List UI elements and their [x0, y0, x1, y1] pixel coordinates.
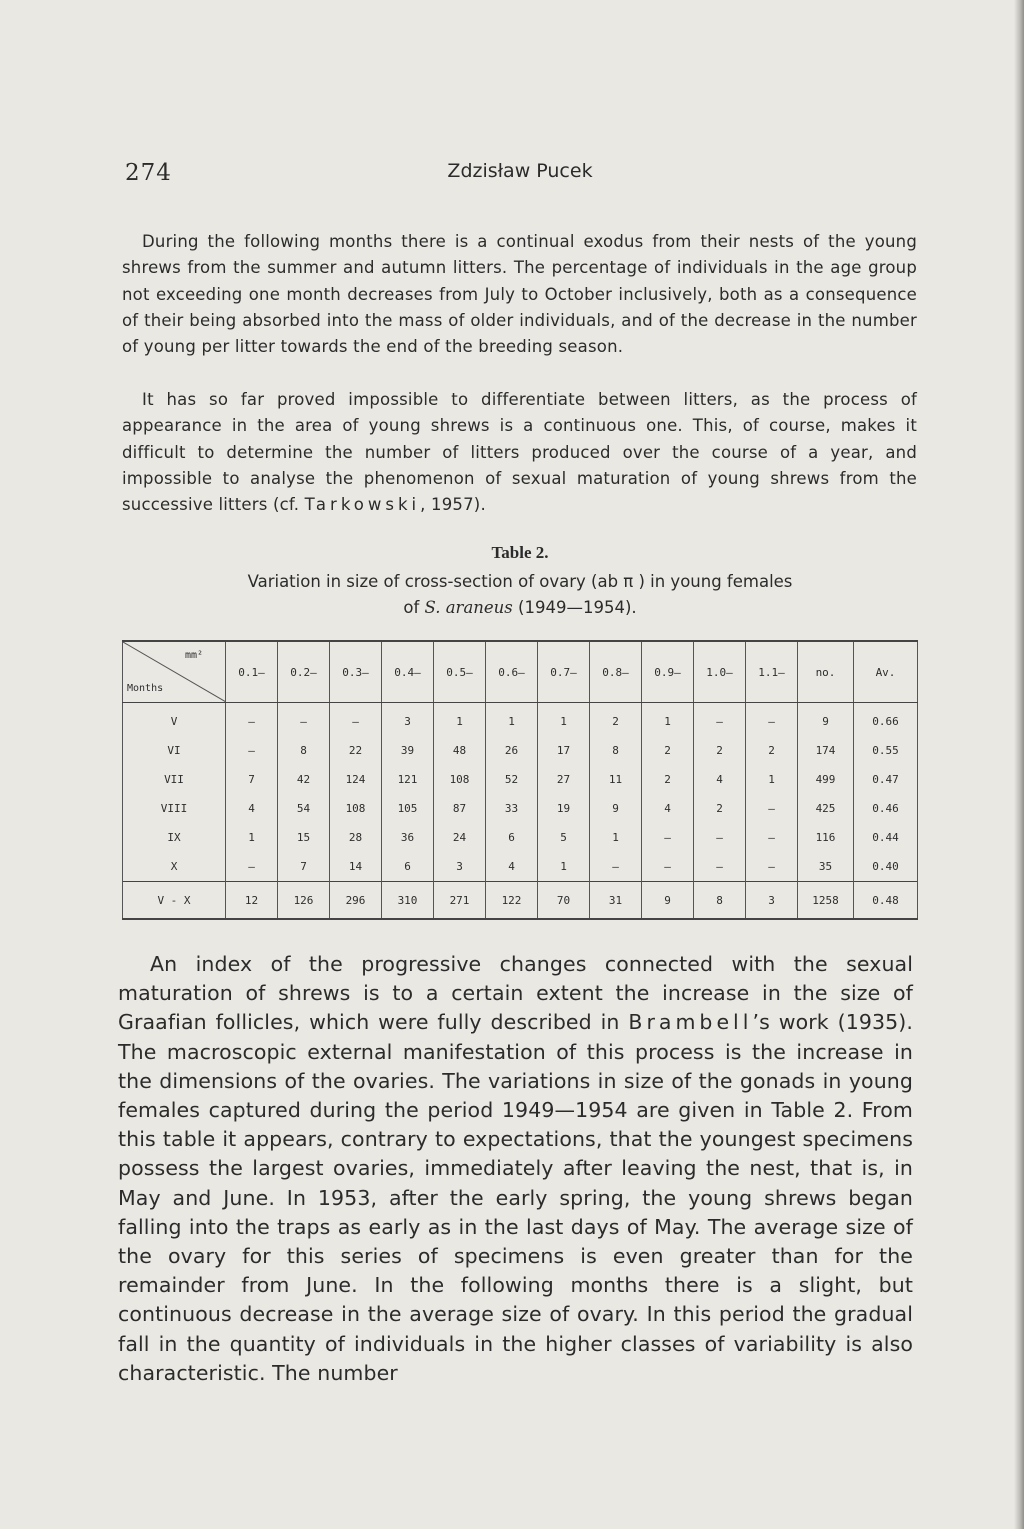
table-cell: 116 — [798, 823, 854, 852]
table-cell: 8 — [590, 736, 642, 765]
table-row — [123, 703, 918, 737]
table-cell: 1 — [642, 703, 694, 737]
column-header: 1.1– — [746, 641, 798, 703]
month-cell: VII — [123, 765, 226, 794]
corner-months-label: Months — [127, 683, 164, 694]
table-cell: 12 — [226, 882, 278, 920]
column-header: no. — [798, 641, 854, 703]
table-cell: 0.46 — [854, 794, 918, 823]
table-cell: 24 — [434, 823, 486, 852]
main-text — [118, 950, 913, 1388]
table-cell: 2 — [694, 794, 746, 823]
intro-text: During the following months there is a continual exodus from their nests of the young shrews from the summer and autumn litters. The percentage of individuals in the age group not exceeding one month decreases from July to October inclusively, both as a consequence of their being absorbed into the mass of older individuals, and of the decrease in the number of young per litter towards the end of the breeding season. — [122, 232, 917, 357]
table-cell: 9 — [590, 794, 642, 823]
intro-paragraph — [122, 229, 917, 360]
table-cell: 54 — [278, 794, 330, 823]
litters-text — [122, 387, 917, 518]
table-cell: 0.40 — [854, 852, 918, 882]
table-cell: 48 — [434, 736, 486, 765]
table-cell: 1 — [538, 852, 590, 882]
table-cell: 3 — [746, 882, 798, 920]
table-cell: 39 — [382, 736, 434, 765]
table-cell: 174 — [798, 736, 854, 765]
table-cell: 4 — [642, 794, 694, 823]
table-cell: 6 — [486, 823, 538, 852]
table-cell: 42 — [278, 765, 330, 794]
table-total — [123, 882, 918, 920]
table-cell: 22 — [330, 736, 382, 765]
month-cell: V - X — [123, 882, 226, 920]
litters-text-start: It has so far proved impossible to differentiate between litters, as the process of appearance in the area of young shrews is a continuous one. This, of course, makes it difficult to determine the number of litters produced over the course of a year, and impossible to analyse the phenomenon of sexual maturation of young shrews from the successive litters (cf. — [122, 390, 917, 515]
table-cell: 15 — [278, 823, 330, 852]
table-cell: – — [746, 852, 798, 882]
table-cell: 4 — [226, 794, 278, 823]
litters-paragraph — [122, 387, 917, 518]
table-cell: 0.55 — [854, 736, 918, 765]
table-cell: – — [226, 703, 278, 737]
table-cell: 1258 — [798, 882, 854, 920]
column-header: 0.6– — [486, 641, 538, 703]
table-cell: 19 — [538, 794, 590, 823]
table-cell: 121 — [382, 765, 434, 794]
table-cell: – — [746, 794, 798, 823]
table-cell: 124 — [330, 765, 382, 794]
table-cell: 6 — [382, 852, 434, 882]
table-cell: 1 — [538, 703, 590, 737]
column-header: 0.5– — [434, 641, 486, 703]
table-cell: 7 — [278, 852, 330, 882]
table-caption-line2 — [125, 595, 915, 621]
page-spine-shadow — [1014, 0, 1024, 1529]
table-cell: 36 — [382, 823, 434, 852]
caption-suffix: (1949—1954). — [512, 598, 637, 617]
month-cell: VIII — [123, 794, 226, 823]
table-cell: 4 — [694, 765, 746, 794]
month-cell: VI — [123, 736, 226, 765]
corner-unit-label: mm² — [184, 650, 203, 661]
table-row — [123, 823, 918, 852]
table-cell: – — [694, 823, 746, 852]
table-cell: – — [746, 823, 798, 852]
month-cell: V — [123, 703, 226, 737]
table-cell: 3 — [382, 703, 434, 737]
table-cell: 499 — [798, 765, 854, 794]
table-cell: 2 — [642, 736, 694, 765]
table-caption — [125, 569, 915, 621]
table-cell: 1 — [434, 703, 486, 737]
ovary-size-table — [122, 640, 918, 920]
table-caption-line1: Variation in size of cross-section of ovary (ab π ) in young females — [247, 572, 793, 591]
table-cell: 105 — [382, 794, 434, 823]
table-cell: – — [278, 703, 330, 737]
table-cell: 5 — [538, 823, 590, 852]
table-cell: 33 — [486, 794, 538, 823]
table-cell: – — [226, 736, 278, 765]
table-cell: 1 — [746, 765, 798, 794]
column-header: 0.7– — [538, 641, 590, 703]
column-header: 0.2– — [278, 641, 330, 703]
column-header: 0.3– — [330, 641, 382, 703]
main-text-part2: ’s work (1935). The macroscopic external manifestation of this process is the increase in the dimensions of the ovaries. The variations in size of the gonads in young females captured during the period 1949—1954 are given in Table 2. From this table it appears, contrary to expectations, that the youngest specimens possess the largest ovaries, immediately after leaving the nest, that is, in May and June. In 1953, after the early spring, the young shrews began falling into the traps as early as in the last days of May. The average size of the ovary for this series of specimens is even greater than for the remainder from June. In the following months there is a slight, but continuous decrease in the average size of ovary. In this period the gradual fall in the quantity of individuals in the higher classes of variability is also characteristic. The number — [118, 1010, 913, 1385]
table-cell: – — [590, 852, 642, 882]
table-cell: 425 — [798, 794, 854, 823]
table-body — [123, 703, 918, 882]
table-row — [123, 765, 918, 794]
table-cell: 7 — [226, 765, 278, 794]
table-cell: 87 — [434, 794, 486, 823]
table-cell: – — [746, 703, 798, 737]
table-corner-cell — [123, 641, 226, 703]
table-title: Table 2. — [491, 543, 549, 562]
table-cell: – — [330, 703, 382, 737]
table-cell: 2 — [694, 736, 746, 765]
table-row — [123, 852, 918, 882]
table-row — [123, 794, 918, 823]
table-cell: 17 — [538, 736, 590, 765]
table-cell: 31 — [590, 882, 642, 920]
table-cell: 108 — [434, 765, 486, 794]
table-cell: 35 — [798, 852, 854, 882]
column-header: Av. — [854, 641, 918, 703]
table-cell: 3 — [434, 852, 486, 882]
main-text-part1: An index of the progressive changes connected with the sexual maturation of shrews is to a certain extent the increase in the size of Graafian follicles, which were fully described in — [118, 952, 913, 1035]
table-cell: 26 — [486, 736, 538, 765]
column-header: 0.4– — [382, 641, 434, 703]
table-cell: 4 — [486, 852, 538, 882]
table-cell: 70 — [538, 882, 590, 920]
table-row — [123, 736, 918, 765]
page-number: 274 — [125, 160, 172, 186]
table-cell: 0.48 — [854, 882, 918, 920]
table-cell: 8 — [694, 882, 746, 920]
table-cell: 108 — [330, 794, 382, 823]
table-cell: 0.44 — [854, 823, 918, 852]
table-cell: – — [642, 852, 694, 882]
table-cell: 52 — [486, 765, 538, 794]
table-cell: 271 — [434, 882, 486, 920]
table-cell: – — [694, 852, 746, 882]
table-cell: 0.47 — [854, 765, 918, 794]
table-cell: 122 — [486, 882, 538, 920]
table-cell: 8 — [278, 736, 330, 765]
table-cell: 2 — [746, 736, 798, 765]
month-cell: X — [123, 852, 226, 882]
table-row — [123, 882, 918, 920]
month-cell: IX — [123, 823, 226, 852]
column-header: 0.1– — [226, 641, 278, 703]
litters-text-end: , 1957). — [420, 495, 486, 515]
table-cell: 1 — [226, 823, 278, 852]
table-cell: 28 — [330, 823, 382, 852]
main-paragraph — [118, 950, 913, 1388]
table-cell: – — [694, 703, 746, 737]
author-tarkowski: Tarkowski — [304, 495, 421, 515]
column-header: 0.9– — [642, 641, 694, 703]
page-header — [125, 160, 915, 190]
table-cell: 310 — [382, 882, 434, 920]
table-cell: 2 — [590, 703, 642, 737]
running-head: Zdzisław Pucek — [447, 160, 593, 182]
table-cell: – — [642, 823, 694, 852]
caption-prefix: of — [403, 598, 425, 617]
column-header: 0.8– — [590, 641, 642, 703]
table-cell: 296 — [330, 882, 382, 920]
table-cell: 1 — [486, 703, 538, 737]
species-name: S. araneus — [424, 598, 513, 617]
table-cell: – — [226, 852, 278, 882]
author-brambell: Brambell — [628, 1010, 753, 1035]
column-header: 1.0– — [694, 641, 746, 703]
table-cell: 2 — [642, 765, 694, 794]
table-cell: 9 — [642, 882, 694, 920]
table-cell: 11 — [590, 765, 642, 794]
table-cell: 1 — [590, 823, 642, 852]
table-header-row — [123, 641, 918, 703]
table-cell: 0.66 — [854, 703, 918, 737]
table-cell: 9 — [798, 703, 854, 737]
table-cell: 27 — [538, 765, 590, 794]
table-cell: 14 — [330, 852, 382, 882]
table-cell: 126 — [278, 882, 330, 920]
